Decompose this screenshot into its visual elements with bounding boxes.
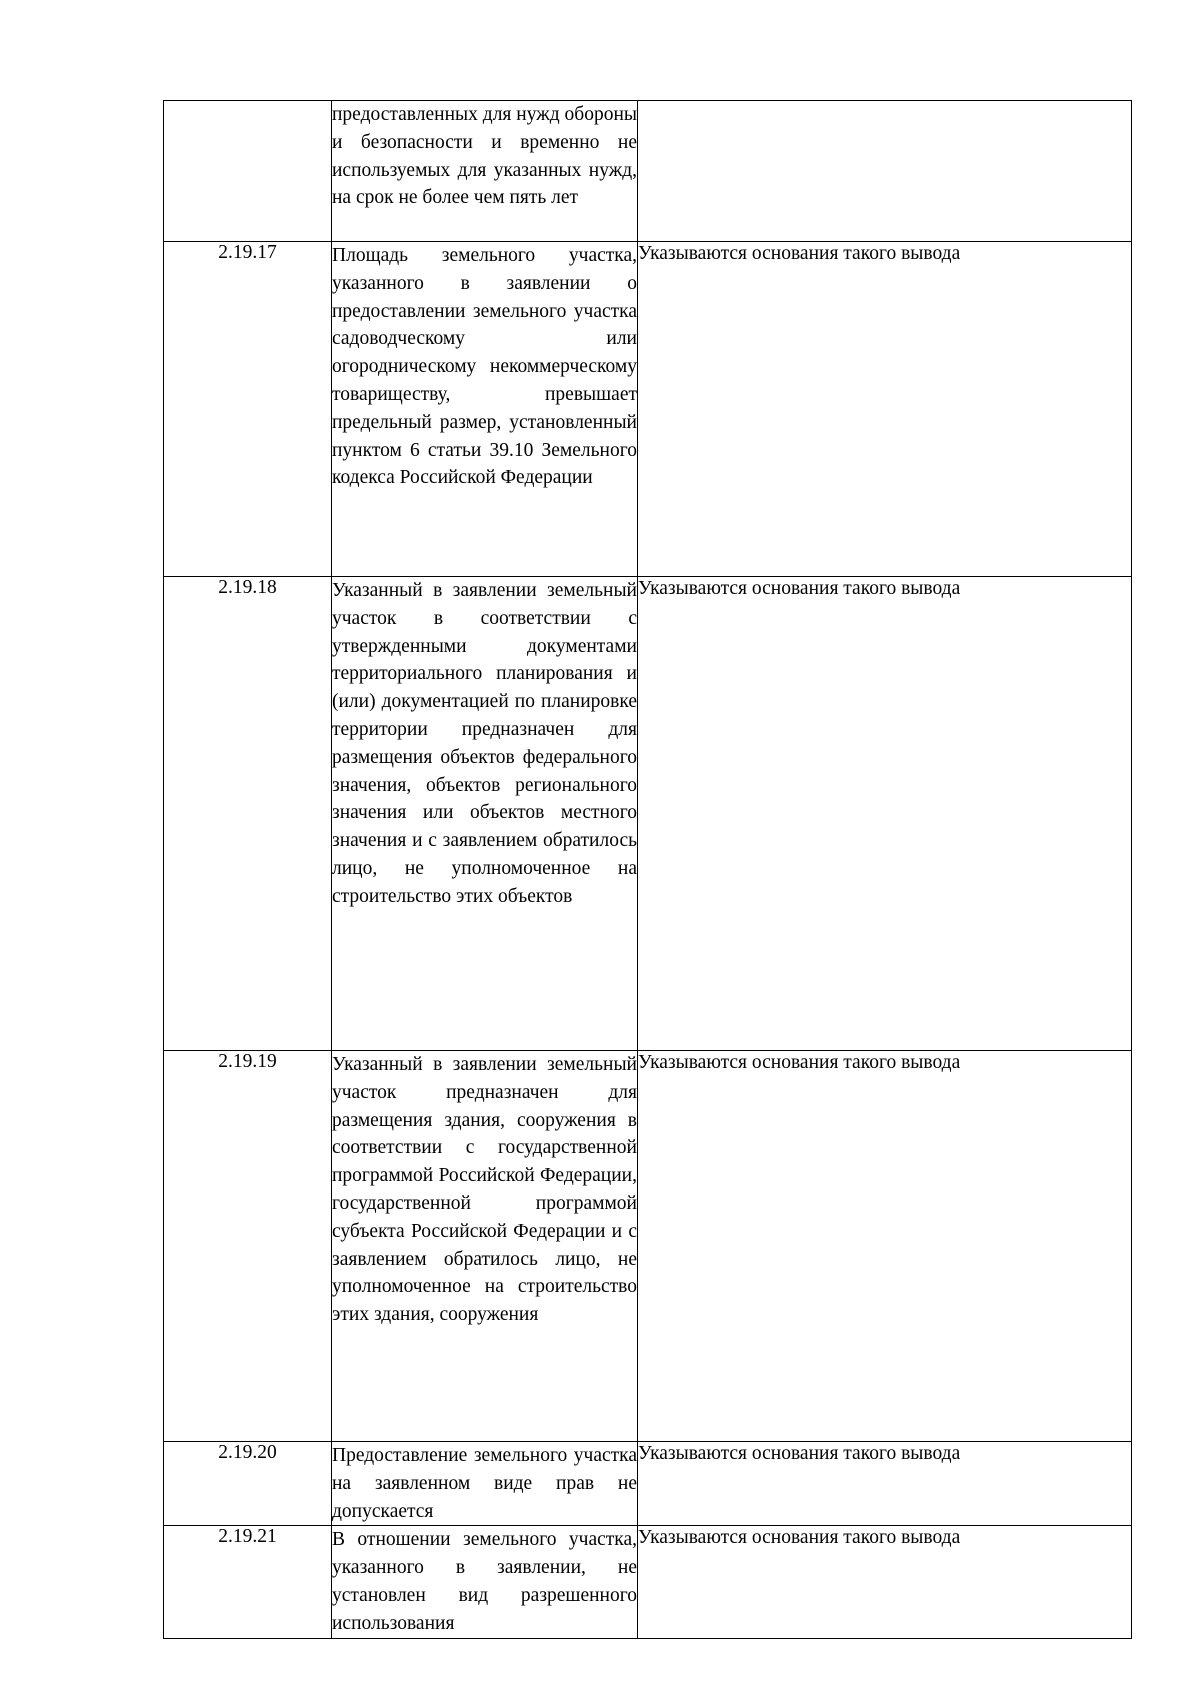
reason-text-content: Указанный в заявлении земельный участок предназначен для размещения здания, сооружения в соответствии с государственной программой Российской Федерации, государственной программой субъекта Российской Федерации и с заявлением обратилось лицо, не уполномоченное на строительство этих здания, сооружения [332,1054,637,1326]
explanation-text: Указываются основания такого вывода [638,1051,1132,1442]
reason-text-content: предоставленных для нужд обороны и безопасности и временно не используемых для указанных нужд, на срок не более чем пять лет [332,104,637,209]
table-row [164,577,1132,1051]
table-row [164,242,1132,577]
table-row [164,1051,1132,1442]
explanation-text: Указываются основания такого вывода [638,1526,1132,1638]
table-row [164,101,1132,242]
reason-text [332,1442,638,1526]
table-row [164,1526,1132,1638]
table-row [164,1442,1132,1526]
item-number: 2.19.17 [164,242,332,577]
reason-text-content: Указанный в заявлении земельный участок в соответствии с утвержденными документами территориального планирования и (или) документацией по планировке территории предназначен для размещения объектов федерального значения, объектов регионального значения или объектов местного значения и с заявлением обратилось лицо, не уполномоченное на строительство этих объектов [332,580,637,907]
grounds-table [163,100,1132,1639]
reason-text-content: Площадь земельного участка, указанного в заявлении о предоставлении земельного участка садоводческому или огородническому некоммерческому товариществу, превышает предельный размер, установленный пунктом 6 статьи 39.10 Земельного кодекса Российской Федерации [332,245,637,489]
explanation-text: Указываются основания такого вывода [638,242,1132,577]
item-number: 2.19.18 [164,577,332,1051]
reason-text-content: Предоставление земельного участка на заявленном виде прав не допускается [332,1445,637,1522]
explanation-text: Указываются основания такого вывода [638,1442,1132,1526]
item-number: 2.19.21 [164,1526,332,1638]
item-number: 2.19.20 [164,1442,332,1526]
item-number: 2.19.19 [164,1051,332,1442]
item-number [164,101,332,242]
explanation-text: Указываются основания такого вывода [638,577,1132,1051]
reason-text [332,577,638,1051]
explanation-text [638,101,1132,242]
reason-text-content: В отношении земельного участка, указанного в заявлении, не установлен вид разрешенного использования [332,1529,637,1634]
reason-text [332,242,638,577]
reason-text [332,1051,638,1442]
reason-text [332,1526,638,1638]
reason-text [332,101,638,242]
